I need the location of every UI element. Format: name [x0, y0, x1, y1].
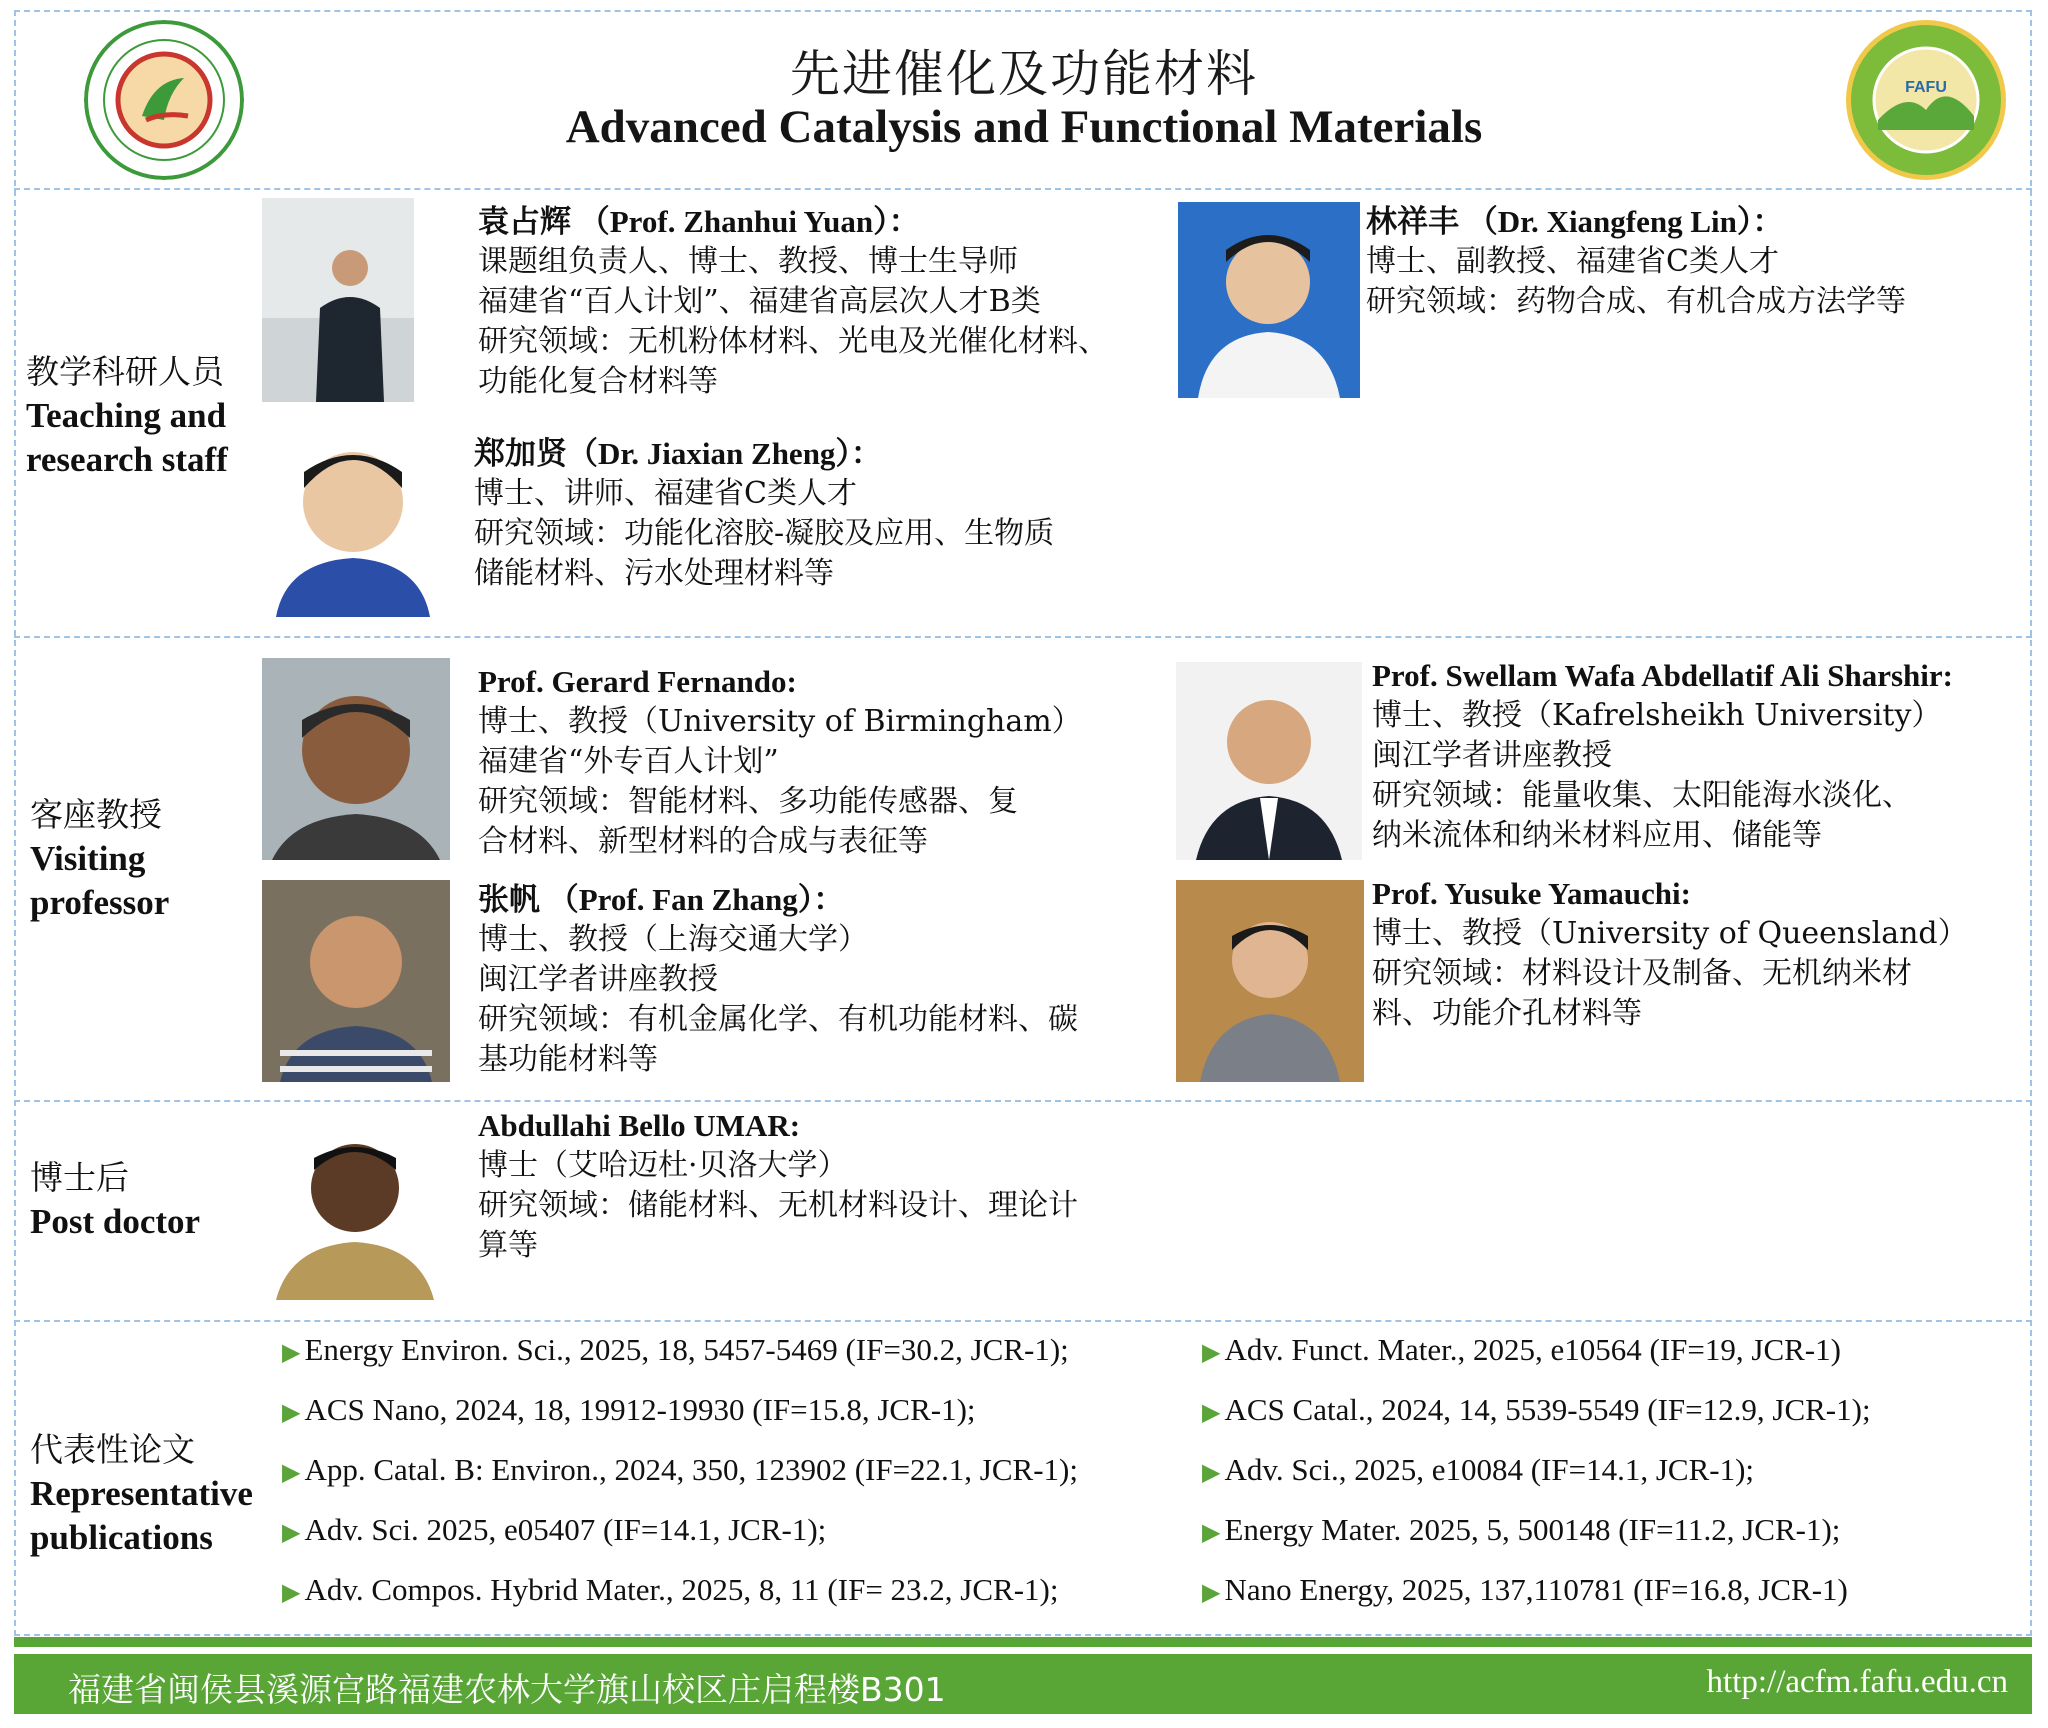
divider	[14, 1100, 2032, 1102]
publication-text: Nano Energy, 2025, 137,110781 (IF=16.8, JCR-1)	[1224, 1572, 1848, 1607]
label-cn: 教学科研人员	[26, 352, 224, 391]
publication-item	[282, 1512, 826, 1548]
bio-line: 料、功能介孔材料等	[1372, 996, 1642, 1031]
photo-lin	[1178, 202, 1360, 398]
person-name: 袁占辉 （Prof. Zhanhui Yuan）：	[478, 204, 920, 239]
section-label-staff	[26, 350, 228, 482]
bio-line: 研究领域：功能化溶胶-凝胶及应用、生物质	[474, 516, 1055, 551]
bio-sharshir	[1372, 656, 1953, 856]
bio-zhang	[478, 880, 1078, 1080]
label-cn: 客座教授	[30, 795, 162, 834]
label-cn: 博士后	[30, 1158, 129, 1197]
bio-line: 纳米流体和纳米材料应用、储能等	[1372, 818, 1822, 853]
person-name: Prof. Gerard Fernando:	[478, 664, 797, 699]
bio-line: 课题组负责人、博士、教授、博士生导师	[478, 244, 1018, 279]
bio-line: 福建省“外专百人计划”	[478, 744, 779, 779]
bio-line: 博士、副教授、福建省C类人才	[1366, 244, 1779, 279]
publication-item	[1202, 1512, 1840, 1548]
arrow-icon: ▶	[1202, 1460, 1221, 1486]
footer-address: 福建省闽侯县溪源宫路福建农林大学旗山校区庄启程楼B301	[68, 1670, 946, 1709]
bio-line: 闽江学者讲座教授	[1372, 738, 1612, 773]
bio-fernando	[478, 662, 1082, 862]
publication-text: Adv. Compos. Hybrid Mater., 2025, 8, 11 (IF= 23.2, JCR-1);	[304, 1572, 1059, 1607]
bio-yamauchi	[1372, 874, 1968, 1034]
footer-accent-line	[14, 1637, 2032, 1647]
publication-item	[1202, 1332, 1841, 1368]
bio-line: 研究领域：无机粉体材料、光电及光催化材料、	[478, 324, 1108, 359]
divider	[14, 636, 2032, 638]
bio-line: 研究领域：智能材料、多功能传感器、复	[478, 784, 1018, 819]
publication-text: ACS Nano, 2024, 18, 19912-19930 (IF=15.8, JCR-1);	[304, 1392, 976, 1427]
bio-line: 博士、教授（University of Queensland）	[1372, 916, 1968, 951]
label-en: professor	[30, 883, 170, 922]
photo-sharshir	[1176, 662, 1362, 860]
label-en: Representative	[30, 1474, 253, 1513]
bio-line: 研究领域：材料设计及制备、无机纳米材	[1372, 956, 1912, 991]
publication-text: Adv. Sci., 2025, e10084 (IF=14.1, JCR-1);	[1224, 1452, 1755, 1487]
footer-bar	[14, 1654, 2032, 1714]
photo-zhang	[262, 880, 450, 1082]
label-en: Teaching and	[26, 396, 227, 435]
person-name: 林祥丰 （Dr. Xiangfeng Lin）：	[1366, 204, 1784, 239]
bio-line: 福建省“百人计划”、福建省高层次人才B类	[478, 284, 1041, 319]
label-en: research staff	[26, 440, 228, 479]
publication-item	[1202, 1572, 1848, 1608]
publication-text: ACS Catal., 2024, 14, 5539-5549 (IF=12.9, JCR-1);	[1224, 1392, 1871, 1427]
arrow-icon: ▶	[1202, 1400, 1221, 1426]
bio-line: 研究领域：储能材料、无机材料设计、理论计	[478, 1188, 1078, 1223]
bio-line: 基功能材料等	[478, 1042, 658, 1077]
photo-yamauchi	[1176, 880, 1364, 1082]
publication-text: Energy Mater. 2025, 5, 500148 (IF=11.2, JCR-1);	[1224, 1512, 1841, 1547]
publication-text: Adv. Sci. 2025, e05407 (IF=14.1, JCR-1);	[304, 1512, 827, 1547]
photo-umar	[262, 1110, 448, 1300]
arrow-icon: ▶	[282, 1520, 301, 1546]
arrow-icon: ▶	[1202, 1580, 1221, 1606]
bio-line: 博士、教授（上海交通大学）	[478, 922, 868, 957]
bio-lin	[1366, 202, 1906, 322]
person-name: Abdullahi Bello UMAR:	[478, 1108, 801, 1143]
photo-fernando	[262, 658, 450, 860]
photo-zheng	[262, 412, 444, 617]
publication-item	[282, 1452, 1078, 1488]
bio-line: 闽江学者讲座教授	[478, 962, 718, 997]
bio-umar	[478, 1106, 1078, 1266]
publication-text: Energy Environ. Sci., 2025, 18, 5457-5469 (IF=30.2, JCR-1);	[304, 1332, 1069, 1367]
label-en: publications	[30, 1518, 213, 1557]
page-title-cn: 先进催化及功能材料	[790, 45, 1258, 103]
footer-url-link[interactable]: http://acfm.fafu.edu.cn	[1706, 1664, 2008, 1700]
arrow-icon: ▶	[282, 1400, 301, 1426]
label-cn: 代表性论文	[30, 1430, 195, 1469]
publication-text: Adv. Funct. Mater., 2025, e10564 (IF=19, JCR-1)	[1224, 1332, 1841, 1367]
bio-line: 博士、讲师、福建省C类人才	[474, 476, 857, 511]
publication-item	[1202, 1452, 1754, 1488]
publication-item	[282, 1572, 1058, 1608]
arrow-icon: ▶	[282, 1340, 301, 1366]
label-en: Visiting	[30, 839, 146, 878]
bio-line: 算等	[478, 1228, 538, 1263]
arrow-icon: ▶	[1202, 1340, 1221, 1366]
section-label-visiting	[30, 793, 169, 925]
publication-item	[282, 1392, 976, 1428]
bio-line: 博士（艾哈迈杜·贝洛大学）	[478, 1148, 848, 1183]
publication-item	[1202, 1392, 1871, 1428]
bio-line: 研究领域：药物合成、有机合成方法学等	[1366, 284, 1906, 319]
bio-zheng	[474, 434, 1054, 594]
person-name: 郑加贤（Dr. Jiaxian Zheng）：	[474, 436, 882, 471]
bio-yuan	[478, 202, 1108, 402]
section-label-postdoc	[30, 1156, 200, 1244]
bio-line: 博士、教授（University of Birmingham）	[478, 704, 1082, 739]
arrow-icon: ▶	[282, 1580, 301, 1606]
bio-line: 储能材料、污水处理材料等	[474, 556, 834, 591]
arrow-icon: ▶	[282, 1460, 301, 1486]
label-en: Post doctor	[30, 1202, 201, 1241]
divider	[14, 1320, 2032, 1322]
page-title-en: Advanced Catalysis and Functional Materials	[565, 101, 1483, 153]
person-name: Prof. Yusuke Yamauchi:	[1372, 876, 1691, 911]
svg-text:FAFU: FAFU	[1905, 79, 1947, 96]
bio-line: 博士、教授（Kafrelsheikh University）	[1372, 698, 1942, 733]
arrow-icon: ▶	[1202, 1520, 1221, 1546]
bio-line: 研究领域：有机金属化学、有机功能材料、碳	[478, 1002, 1078, 1037]
person-name: Prof. Swellam Wafa Abdellatif Ali Sharshir:	[1372, 658, 1953, 693]
photo-yuan	[262, 198, 414, 402]
publication-item	[282, 1332, 1069, 1368]
bio-line: 合材料、新型材料的合成与表征等	[478, 824, 928, 859]
person-name: 张帆 （Prof. Fan Zhang）：	[478, 882, 845, 917]
bio-line: 功能化复合材料等	[478, 364, 718, 399]
section-label-publications	[30, 1428, 253, 1560]
publication-text: App. Catal. B: Environ., 2024, 350, 123902 (IF=22.1, JCR-1);	[304, 1452, 1078, 1487]
bio-line: 研究领域：能量收集、太阳能海水淡化、	[1372, 778, 1912, 813]
divider	[14, 188, 2032, 190]
